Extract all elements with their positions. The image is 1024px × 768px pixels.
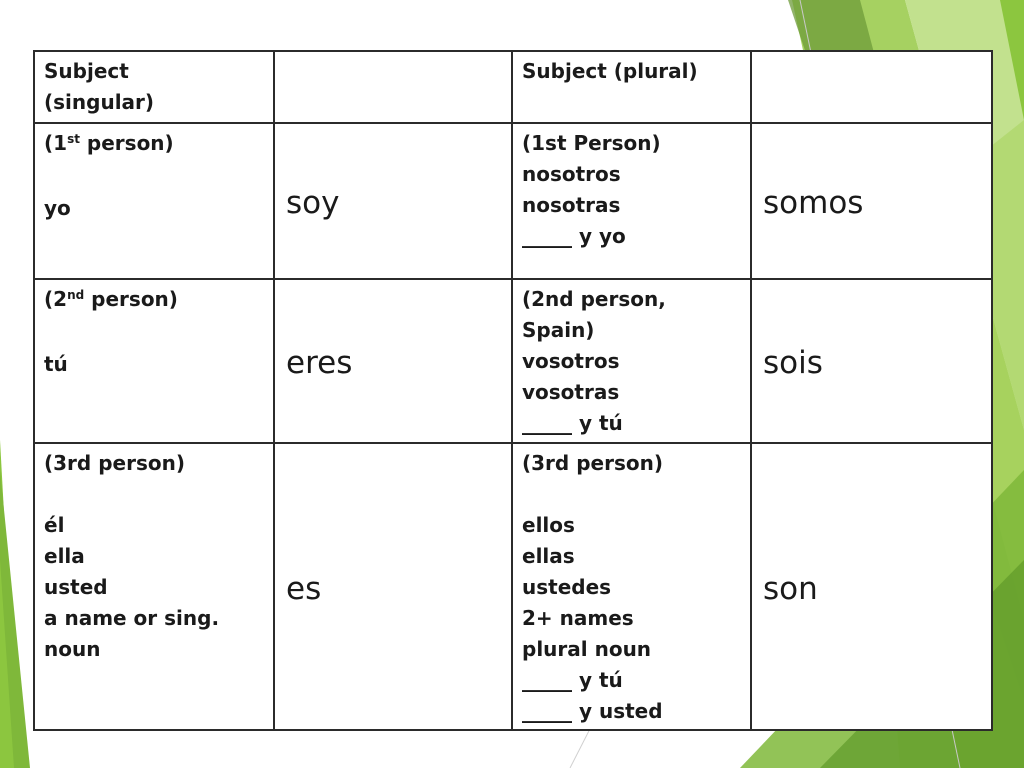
pronoun: _____ y yo	[522, 224, 626, 248]
conjugation-table-wrap	[33, 50, 991, 729]
pronoun: ustedes	[522, 575, 612, 599]
header-subject-singular-line1: Subject	[44, 59, 129, 83]
pronoun: ellas	[522, 544, 575, 568]
singular-verb-cell: eres	[274, 279, 512, 443]
pronoun: noun	[44, 637, 101, 661]
singular-verb-cell: soy	[274, 123, 512, 279]
person-label: (1st person)	[44, 131, 174, 155]
table-row-first-person	[34, 123, 992, 279]
table-row-third-person	[34, 443, 992, 730]
pronoun: ella	[44, 544, 85, 568]
plural-subject-cell	[512, 123, 751, 279]
plural-verb-cell: somos	[751, 123, 992, 279]
pronoun: nosotras	[522, 193, 621, 217]
plural-subject-cell	[512, 279, 751, 443]
pronoun: tú	[44, 352, 68, 376]
pronoun: yo	[44, 196, 71, 220]
ser-conjugation-table	[33, 50, 993, 731]
pronoun: plural noun	[522, 637, 652, 661]
plural-verb-cell: son	[751, 443, 992, 730]
pronoun: ellos	[522, 513, 575, 537]
header-plural-verb-blank	[751, 51, 992, 123]
person-label: (1st Person)	[522, 131, 661, 155]
header-subject-plural	[512, 51, 751, 123]
person-label-line1: (2nd person,	[522, 287, 666, 311]
plural-subject-cell	[512, 443, 751, 730]
pronoun: él	[44, 513, 65, 537]
pronoun: _____ y usted	[522, 699, 663, 723]
header-subject-singular	[34, 51, 274, 123]
person-label-line2: Spain)	[522, 318, 595, 342]
pronoun: 2+ names	[522, 606, 634, 630]
header-singular-verb-blank	[274, 51, 512, 123]
pronoun: usted	[44, 575, 108, 599]
singular-subject-cell	[34, 279, 274, 443]
singular-subject-cell	[34, 123, 274, 279]
pronoun: vosotros	[522, 349, 620, 373]
pronoun: vosotras	[522, 380, 620, 404]
pronoun: _____ y tú	[522, 668, 623, 692]
table-row-second-person	[34, 279, 992, 443]
pronoun: _____ y tú	[522, 411, 623, 435]
person-label: (3rd person)	[522, 451, 663, 475]
singular-verb-cell: es	[274, 443, 512, 730]
pronoun: nosotros	[522, 162, 621, 186]
plural-verb-cell: sois	[751, 279, 992, 443]
header-subject-plural-label: Subject (plural)	[522, 59, 698, 83]
pronoun: a name or sing.	[44, 606, 220, 630]
person-label: (2nd person)	[44, 287, 178, 311]
person-label: (3rd person)	[44, 451, 185, 475]
singular-subject-cell	[34, 443, 274, 730]
header-subject-singular-line2: (singular)	[44, 90, 155, 114]
table-header-row	[34, 51, 992, 123]
